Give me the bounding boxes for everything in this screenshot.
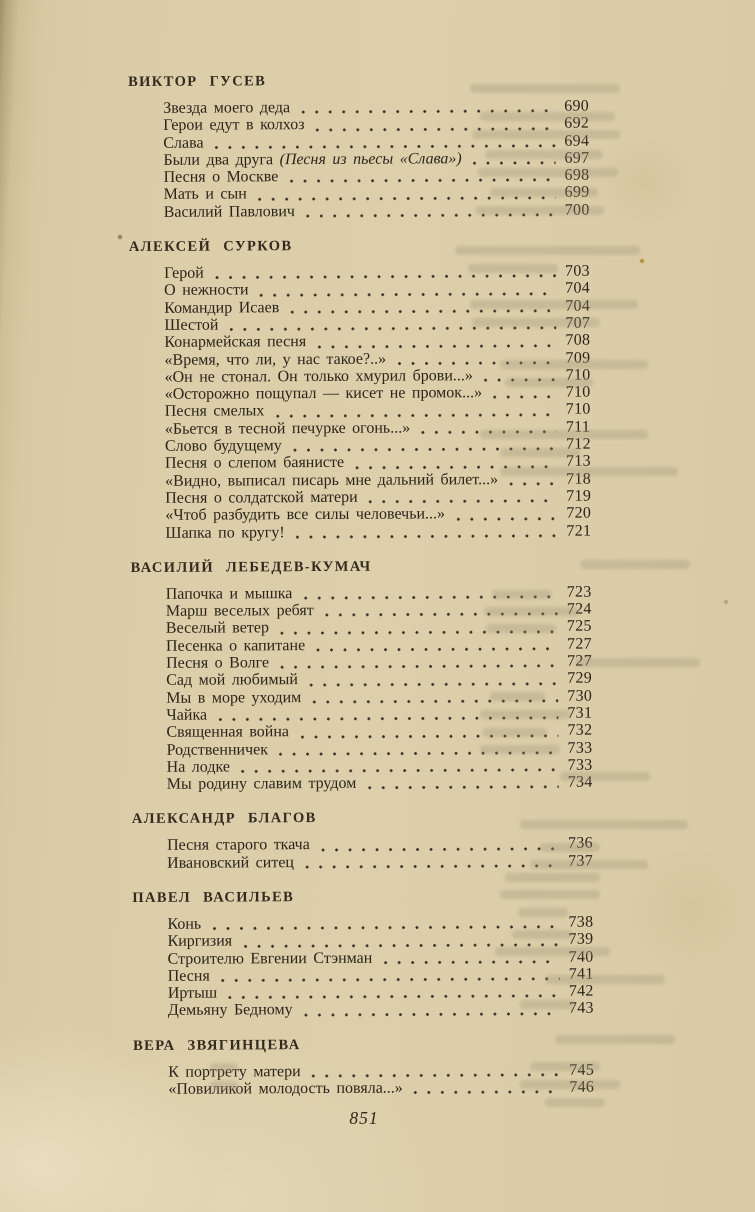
dot-leader bbox=[507, 482, 557, 486]
entry-page-number: 692 bbox=[564, 114, 590, 133]
entry-page-number: 721 bbox=[566, 522, 592, 540]
entry-page-number: 739 bbox=[568, 930, 594, 948]
entry-list bbox=[133, 1061, 605, 1098]
dot-leader bbox=[395, 361, 556, 366]
entry-page-number: 697 bbox=[564, 149, 590, 167]
dot-leader bbox=[454, 516, 557, 521]
author-heading: АЛЕКСЕЙ СУРКОВ bbox=[128, 238, 293, 256]
dot-leader bbox=[381, 960, 559, 965]
toc-entry bbox=[165, 418, 602, 438]
paper-speck bbox=[724, 600, 728, 604]
dot-leader bbox=[291, 447, 557, 452]
entry-list bbox=[131, 583, 604, 793]
entry-page-number: 704 bbox=[565, 297, 591, 315]
toc-entry bbox=[164, 201, 601, 221]
author-heading: ВИКТОР ГУСЕВ bbox=[128, 73, 267, 90]
dot-leader bbox=[213, 144, 556, 150]
dot-leader bbox=[273, 413, 556, 418]
entry-page-number: 700 bbox=[564, 201, 590, 219]
toc-entry bbox=[165, 366, 602, 386]
dot-leader bbox=[482, 378, 557, 382]
toc-entry bbox=[165, 453, 602, 473]
dot-leader bbox=[278, 664, 558, 669]
entry-page-number: 718 bbox=[566, 470, 592, 488]
entry-title: Звезда моего деда bbox=[163, 99, 291, 117]
dot-leader bbox=[303, 864, 559, 869]
entry-page-number: 731 bbox=[567, 704, 593, 722]
toc-entry bbox=[165, 436, 602, 456]
dot-leader bbox=[301, 595, 557, 600]
entry-title: Демьяну Бедному bbox=[167, 1001, 293, 1020]
entry-title: Песня о слепом баянисте bbox=[164, 454, 345, 473]
toc-entry bbox=[165, 401, 602, 421]
dot-leader bbox=[353, 464, 557, 469]
entry-title: Песня смелых bbox=[164, 402, 265, 421]
entry-page-number: 743 bbox=[568, 1000, 594, 1018]
entry-page-number: 746 bbox=[569, 1078, 595, 1096]
entry-page-number: 730 bbox=[567, 687, 593, 705]
entry-title: Песня старого ткача bbox=[166, 836, 310, 855]
toc-entry bbox=[166, 583, 603, 603]
dot-leader bbox=[310, 1073, 561, 1078]
dot-leader bbox=[226, 994, 560, 1000]
entry-list bbox=[129, 263, 602, 542]
dot-leader bbox=[298, 733, 558, 738]
entry-title: Папочка и мышка bbox=[165, 584, 293, 603]
dot-leader bbox=[314, 126, 556, 131]
entry-title: Веселый ветер bbox=[165, 619, 269, 638]
dot-leader bbox=[314, 647, 558, 652]
entry-page-number: 704 bbox=[565, 279, 591, 298]
entry-page-number: 733 bbox=[567, 756, 593, 774]
entry-list bbox=[132, 835, 604, 872]
entry-title: Строителю Евгении Стэнман bbox=[167, 949, 373, 968]
toc-entry bbox=[167, 852, 604, 872]
toc-entry bbox=[165, 470, 602, 490]
dot-leader bbox=[227, 326, 556, 332]
entry-title: «Повиликой молодость повяла...» bbox=[168, 1079, 403, 1098]
entry-page-number: 738 bbox=[568, 913, 594, 931]
author-heading: ВЕРА ЗВЯГИНЦЕВА bbox=[133, 1036, 301, 1054]
entry-title: Конь bbox=[167, 915, 202, 933]
entry-title: «Видно, выписал писарь мне дальний билет...» bbox=[165, 470, 499, 490]
entry-page-number: 699 bbox=[564, 184, 590, 202]
entry-page-number: 708 bbox=[565, 331, 591, 349]
entry-page-number: 741 bbox=[568, 965, 594, 983]
dot-leader bbox=[412, 1090, 561, 1095]
entry-page-number: 725 bbox=[566, 618, 592, 636]
dot-leader bbox=[367, 499, 558, 504]
dot-leader bbox=[256, 196, 556, 202]
toc-entry bbox=[165, 522, 602, 542]
entry-title: Шестой bbox=[164, 316, 219, 334]
dot-leader bbox=[258, 291, 557, 297]
entry-title: Сад мой любимый bbox=[166, 671, 298, 690]
entry-title: «Бьется в тесной печурке огонь...» bbox=[164, 419, 411, 438]
dot-leader bbox=[239, 768, 559, 774]
entry-title: Мы в море уходим bbox=[166, 688, 302, 707]
entry-page-number: 736 bbox=[567, 834, 593, 853]
entry-title: Слово будущему bbox=[164, 437, 282, 455]
toc-entry bbox=[168, 1000, 605, 1020]
toc-entry bbox=[165, 384, 602, 404]
entry-subtitle-italic: (Песня из пьесы «Слава») bbox=[273, 150, 462, 169]
dot-leader bbox=[323, 612, 558, 617]
dot-leader bbox=[213, 274, 556, 280]
entry-title: Мы родину славим трудом bbox=[166, 774, 357, 793]
entry-page-number: 698 bbox=[564, 166, 590, 184]
entry-title: Песня о Москве bbox=[163, 168, 279, 187]
dot-leader bbox=[315, 343, 556, 348]
toc-section bbox=[133, 1035, 605, 1098]
entry-title: Песня о Волге bbox=[166, 654, 270, 672]
entry-title: Чайка bbox=[166, 706, 208, 724]
entry-page-number: 703 bbox=[564, 262, 590, 280]
dot-leader bbox=[471, 161, 556, 165]
entry-page-number: 723 bbox=[566, 583, 592, 601]
entry-page-number: 737 bbox=[568, 852, 594, 870]
dot-leader bbox=[365, 785, 558, 790]
entry-title: Киргизия bbox=[167, 932, 233, 951]
toc-sections bbox=[128, 72, 605, 1117]
entry-page-number: 727 bbox=[567, 652, 593, 670]
dot-leader bbox=[310, 699, 558, 704]
entry-title: «Он не стонал. Он только хмурил брови...» bbox=[164, 367, 473, 386]
dot-leader bbox=[307, 681, 558, 686]
toc-section bbox=[132, 809, 604, 872]
entry-title: Иртыш bbox=[167, 984, 218, 1002]
entry-title: «Чтоб разбудить все силы человечьи...» bbox=[165, 505, 446, 525]
entry-title: Мать и сын bbox=[163, 185, 247, 204]
entry-page-number: 710 bbox=[565, 401, 591, 419]
paper-speck bbox=[640, 259, 644, 263]
dot-leader bbox=[287, 178, 555, 183]
entry-page-number: 690 bbox=[564, 97, 590, 115]
entry-page-number: 710 bbox=[565, 383, 591, 401]
dot-leader bbox=[299, 109, 555, 114]
entry-title: О нежности bbox=[164, 281, 249, 300]
entry-title: На лодке bbox=[166, 758, 230, 776]
toc-entry bbox=[165, 487, 602, 507]
author-heading: ВАСИЛИЙ ЛЕБЕДЕВ-КУМАЧ bbox=[130, 558, 372, 576]
entry-title: Слава bbox=[163, 134, 204, 152]
entry-page-number: 742 bbox=[568, 982, 594, 1000]
toc-entry bbox=[168, 1079, 605, 1099]
toc-section bbox=[129, 237, 603, 542]
paper-speck bbox=[118, 235, 122, 239]
entry-page-number: 734 bbox=[567, 773, 593, 791]
entry-list bbox=[132, 914, 605, 1020]
author-heading: ПАВЕЛ ВАСИЛЬЕВ bbox=[132, 889, 295, 906]
entry-page-number: 712 bbox=[565, 435, 591, 453]
entry-page-number: 710 bbox=[565, 366, 591, 384]
entry-title: Командир Исаев bbox=[164, 298, 280, 317]
dot-leader bbox=[277, 751, 559, 756]
entry-title: Песенка о капитане bbox=[165, 636, 306, 655]
entry-list bbox=[128, 98, 601, 222]
entry-page-number: 727 bbox=[566, 635, 592, 653]
entry-title: Песня bbox=[167, 967, 210, 985]
dot-leader bbox=[304, 213, 556, 218]
entry-title: Герои едут в колхоз bbox=[163, 116, 305, 135]
dot-leader bbox=[288, 309, 556, 314]
dot-leader bbox=[491, 395, 557, 399]
dot-leader bbox=[302, 1012, 560, 1017]
entry-title: «Время, что ли, у нас такое?..» bbox=[164, 350, 387, 369]
entry-title: Герой bbox=[164, 264, 204, 282]
entry-page-number: 733 bbox=[567, 739, 593, 757]
entry-title: Были два друга (Песня из пьесы «Слава») bbox=[163, 150, 462, 169]
dot-leader bbox=[319, 846, 559, 851]
page-number: 851 bbox=[349, 1108, 379, 1128]
entry-page-number: 713 bbox=[565, 452, 591, 471]
entry-page-number: 720 bbox=[566, 504, 592, 522]
dot-leader bbox=[419, 430, 557, 435]
entry-title: К портрету матери bbox=[168, 1062, 301, 1081]
entry-title: Ивановский ситец bbox=[167, 853, 295, 872]
entry-title: Шапка по кругу! bbox=[165, 523, 285, 542]
entry-page-number: 709 bbox=[565, 349, 591, 367]
entry-title: Священная война bbox=[166, 723, 290, 742]
dot-leader bbox=[219, 977, 560, 983]
entry-page-number: 740 bbox=[568, 948, 594, 966]
dot-leader bbox=[294, 534, 558, 539]
author-heading: АЛЕКСАНДР БЛАГОВ bbox=[131, 810, 317, 828]
dot-leader bbox=[216, 716, 558, 722]
toc-section bbox=[128, 72, 601, 222]
entry-page-number: 732 bbox=[567, 721, 593, 739]
entry-title: Родственничек bbox=[166, 740, 269, 759]
entry-title: Марш веселых ребят bbox=[165, 602, 314, 620]
entry-page-number: 745 bbox=[569, 1061, 595, 1079]
toc-section bbox=[132, 888, 605, 1020]
entry-page-number: 724 bbox=[566, 600, 592, 618]
dot-leader bbox=[278, 629, 558, 634]
entry-page-number: 707 bbox=[565, 314, 591, 332]
entry-page-number: 729 bbox=[567, 669, 593, 688]
entry-page-number: 719 bbox=[566, 487, 592, 505]
entry-title: «Осторожно пощупал — кисет не промок...» bbox=[164, 384, 483, 403]
toc-entry bbox=[165, 505, 602, 525]
dot-leader bbox=[241, 942, 559, 948]
entry-title: Песня о солдатской матери bbox=[165, 488, 358, 507]
entry-page-number: 711 bbox=[565, 418, 591, 436]
entry-title: Василий Павлович bbox=[163, 202, 295, 221]
toc-entry bbox=[167, 774, 604, 794]
toc-section bbox=[131, 557, 604, 793]
dot-leader bbox=[210, 925, 559, 931]
entry-page-number: 694 bbox=[564, 132, 590, 150]
entry-title: Конармейская песня bbox=[164, 333, 307, 352]
